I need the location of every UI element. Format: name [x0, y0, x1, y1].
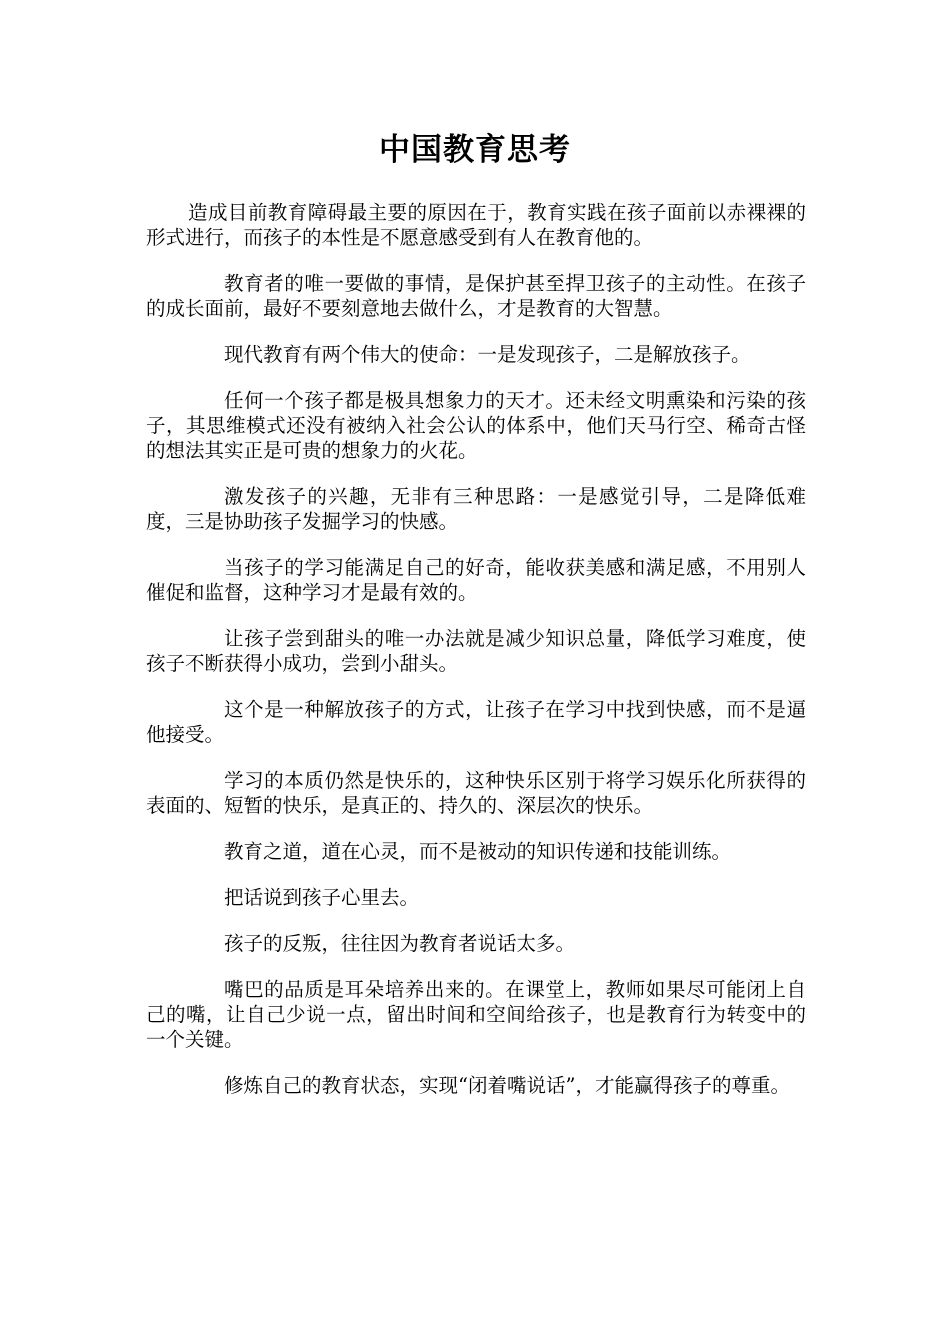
paragraph: 让孩子尝到甜头的唯一办法就是减少知识总量，降低学习难度，使孩子不断获得小成功，尝到小甜头。 — [146, 627, 806, 675]
paragraph: 任何一个孩子都是极具想象力的天才。还未经文明熏染和污染的孩子，其思维模式还没有被纳入社会公认的体系中，他们天马行空、稀奇古怪的想法其实正是可贵的想象力的火花。 — [146, 389, 806, 462]
paragraph: 这个是一种解放孩子的方式，让孩子在学习中找到快感，而不是逼他接受。 — [146, 698, 806, 746]
paragraph: 现代教育有两个伟大的使命：一是发现孩子，二是解放孩子。 — [224, 343, 751, 366]
paragraph: 教育者的唯一要做的事情，是保护甚至捍卫孩子的主动性。在孩子的成长面前，最好不要刻意地去做什么，才是教育的大智慧。 — [146, 272, 806, 320]
paragraph: 修炼自己的教育状态，实现“闭着嘴说话”，才能赢得孩子的尊重。 — [224, 1074, 790, 1097]
paragraph: 教育之道，道在心灵，而不是被动的知识传递和技能训练。 — [224, 840, 732, 863]
paragraph: 孩子的反叛，往往因为教育者说话太多。 — [224, 932, 576, 955]
document-body — [146, 200, 806, 1119]
paragraph: 当孩子的学习能满足自己的好奇，能收获美感和满足感，不用别人催促和监督，这种学习才是最有效的。 — [146, 556, 806, 604]
paragraph: 把话说到孩子心里去。 — [224, 886, 420, 909]
document-title: 中国教育思考 — [379, 132, 571, 168]
paragraph: 嘴巴的品质是耳朵培养出来的。在课堂上，教师如果尽可能闭上自己的嘴，让自己少说一点，留出时间和空间给孩子，也是教育行为转变中的一个关键。 — [146, 978, 806, 1051]
paragraph: 造成目前教育障碍最主要的原因在于，教育实践在孩子面前以赤裸裸的形式进行，而孩子的本性是不愿意感受到有人在教育他的。 — [146, 201, 806, 249]
paragraph: 激发孩子的兴趣，无非有三种思路：一是感觉引导，二是降低难度，三是协助孩子发掘学习的快感。 — [146, 485, 806, 533]
paragraph: 学习的本质仍然是快乐的，这种快乐区别于将学习娱乐化所获得的表面的、短暂的快乐，是真正的、持久的、深层次的快乐。 — [146, 769, 806, 817]
